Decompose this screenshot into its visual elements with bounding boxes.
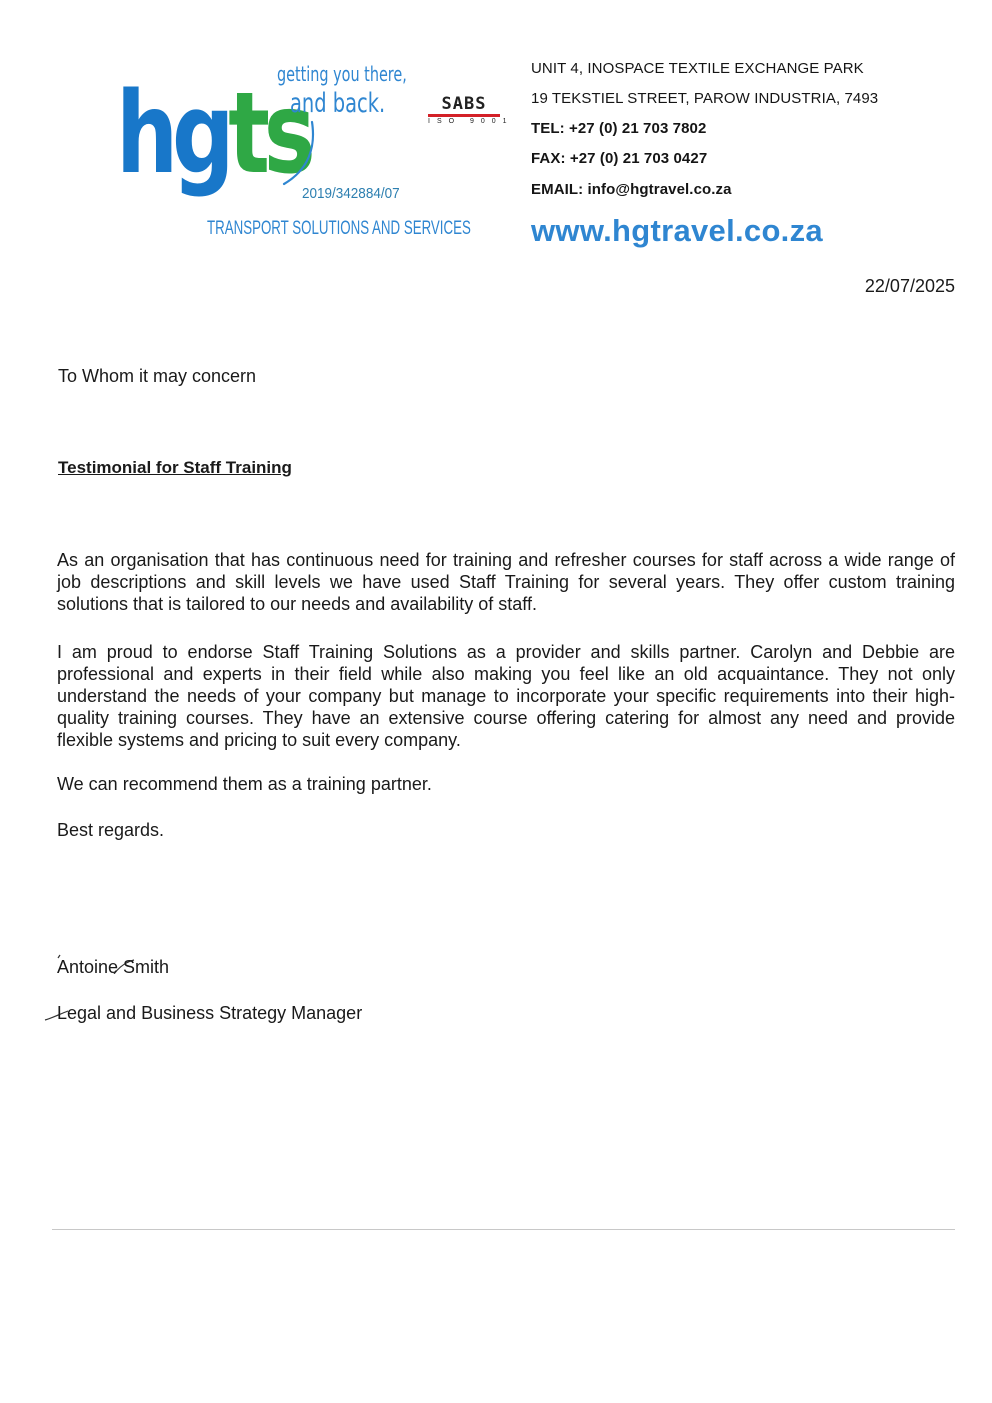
sabs-iso-text: ISO 9001 (428, 118, 514, 125)
footer-divider (52, 1229, 955, 1230)
letter-heading: Testimonial for Staff Training (58, 458, 292, 477)
sabs-text: SABS (441, 94, 487, 114)
logo-letters-hg: hg (116, 69, 229, 199)
fax: FAX: +27 (0) 21 703 0427 (531, 150, 708, 167)
tagline-line1: getting you there, (277, 62, 407, 86)
company-subtitle: TRANSPORT SOLUTIONS AND SERVICES (207, 218, 471, 239)
logo-letters-ts: ts (228, 69, 310, 199)
sabs-red-bar (428, 114, 500, 117)
website-link[interactable]: www.hgtravel.co.za (531, 213, 823, 248)
email-address[interactable]: info@hgtravel.co.za (587, 181, 732, 198)
address-line2: 19 TEKSTIEL STREET, PAROW INDUSTRIA, 7493 (531, 90, 879, 107)
salutation: To Whom it may concern (58, 366, 257, 386)
sabs-certification-mark (428, 94, 514, 125)
email-line (531, 181, 732, 198)
logo-swoosh-icon (278, 118, 328, 190)
address-line1: UNIT 4, INOSPACE TEXTILE EXCHANGE PARK (531, 60, 864, 77)
signatory-title: Legal and Business Strategy Manager (57, 1003, 363, 1023)
recommendation-line: We can recommend them as a training partner. (57, 774, 432, 794)
closing-line: Best regards. (57, 820, 165, 840)
tagline-line2: and back. (290, 88, 386, 119)
email-label: EMAIL: (531, 181, 588, 198)
body-paragraph-2: I am proud to endorse Staff Training Solutions as a provider and skills partner. Carolyn and Debbie are professional and experts in their field while also making you feel like an old acquaintance. They not only understand the needs of your company but manage to incorporate your specific requirements into their high-quality training courses. They have an extensive course offering catering for almost any need and provide flexible systems and pricing to suit every company. (57, 642, 955, 750)
body-paragraph-1: As an organisation that has continuous need for training and refresher courses for staff across a wide range of job descriptions and skill levels we have used Staff Training for several years. They offer custom training solutions that is tailored to our needs and availability of staff. (57, 550, 955, 614)
registration-number: 2019/342884/07 (302, 185, 400, 202)
letter-date: 22/07/2025 (864, 276, 955, 296)
telephone: TEL: +27 (0) 21 703 7802 (531, 120, 707, 137)
signatory-name: Antoine Smith (57, 957, 170, 977)
